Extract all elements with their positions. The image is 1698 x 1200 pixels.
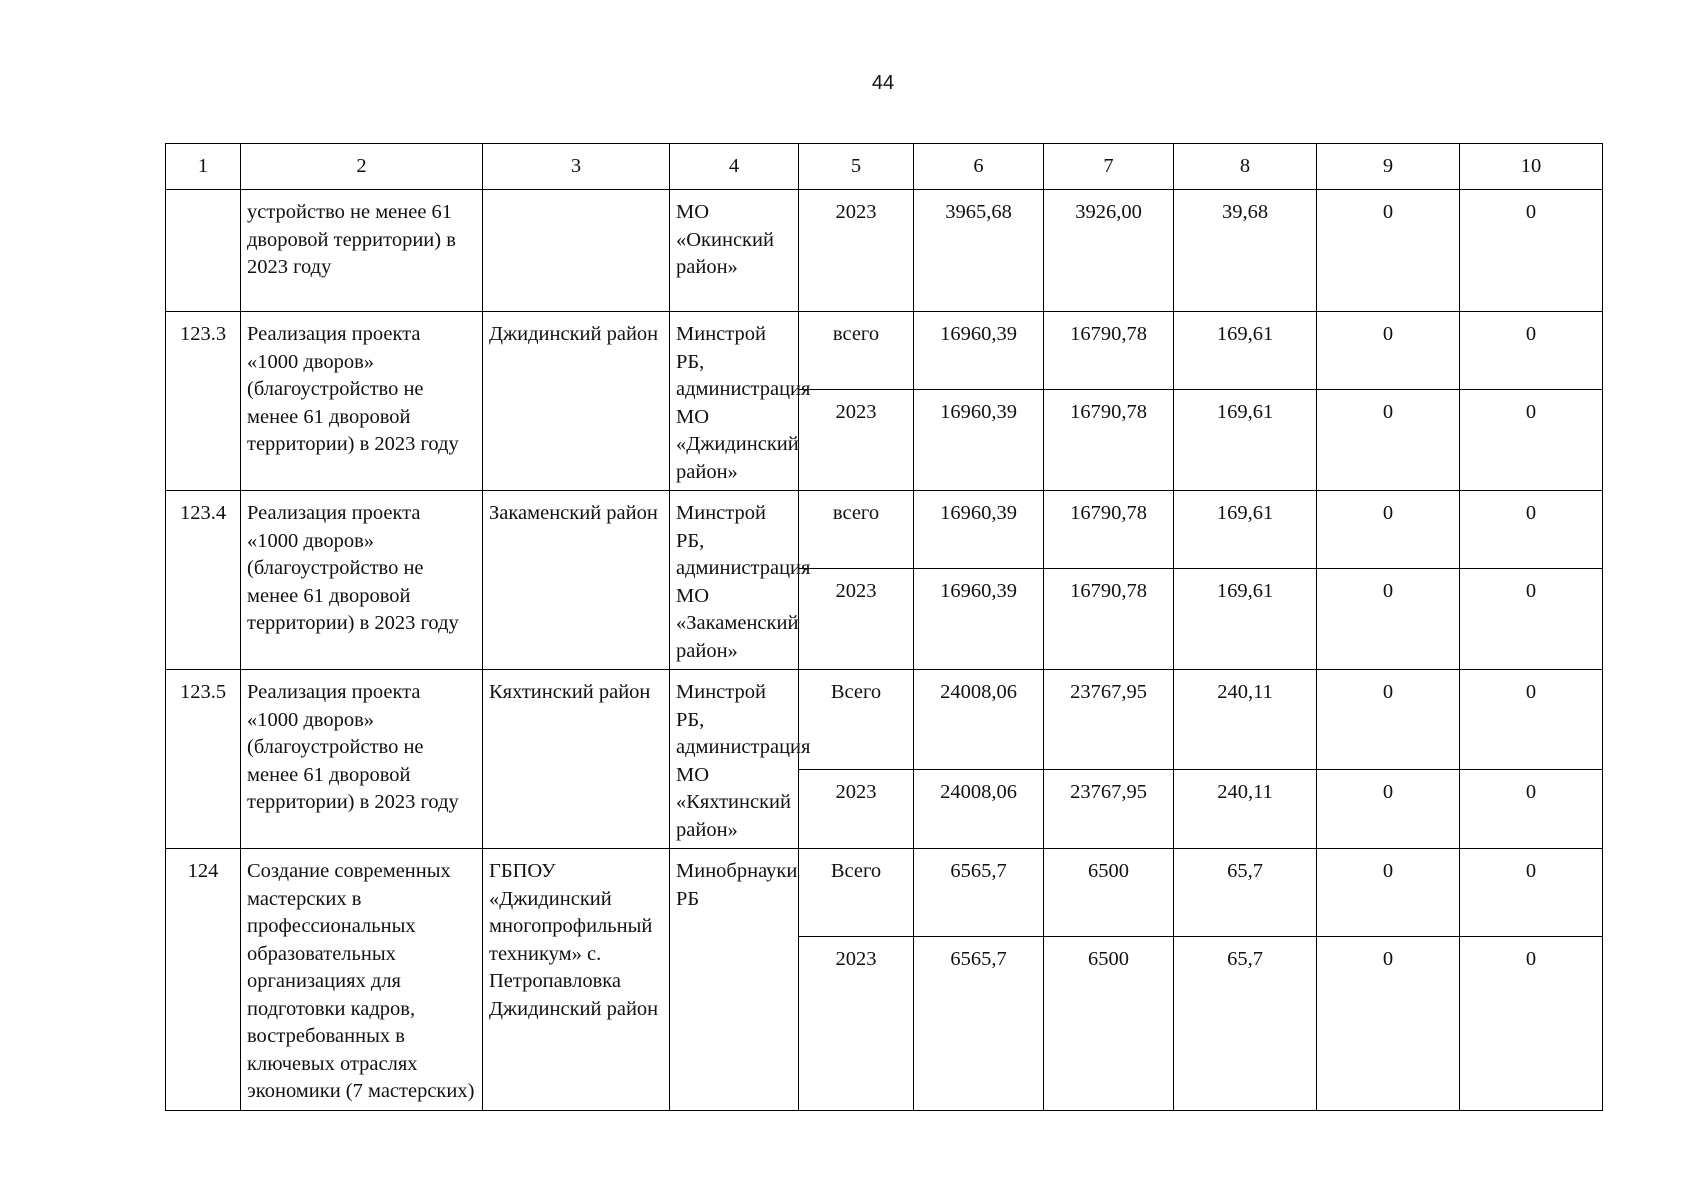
cell-value: 3926,00 <box>1044 190 1174 312</box>
cell-value: 24008,06 <box>914 770 1044 849</box>
cell-value: 0 <box>1460 568 1603 669</box>
cell-value: 16790,78 <box>1044 568 1174 669</box>
column-header: 4 <box>670 144 799 190</box>
cell-value: 169,61 <box>1174 568 1317 669</box>
cell-value: 0 <box>1317 312 1460 390</box>
cell-responsible: МО «Окинский район» <box>670 190 799 312</box>
cell-value: 240,11 <box>1174 670 1317 770</box>
cell-location: Джидинский район <box>483 312 670 491</box>
cell-name: Создание современных мастерских в профессиональных образовательных организациях для подготовки кадров, востребованных в ключевых отраслях экономики (7 мастерских) <box>241 849 483 1111</box>
cell-name: Реализация проекта «1000 дворов» (благоустройство не менее 61 дворовой территории) в 2023 году <box>241 670 483 849</box>
cell-location <box>483 190 670 312</box>
cell-number <box>166 190 241 312</box>
cell-value: 0 <box>1460 849 1603 937</box>
cell-value: 169,61 <box>1174 491 1317 569</box>
table-row <box>166 312 1603 390</box>
cell-value: 0 <box>1317 491 1460 569</box>
cell-period: 2023 <box>799 389 914 490</box>
cell-number: 123.5 <box>166 670 241 849</box>
cell-value: 0 <box>1460 312 1603 390</box>
cell-value: 0 <box>1317 936 1460 1110</box>
cell-value: 0 <box>1317 849 1460 937</box>
cell-value: 16960,39 <box>914 491 1044 569</box>
cell-value: 0 <box>1317 190 1460 312</box>
column-header: 9 <box>1317 144 1460 190</box>
cell-value: 16960,39 <box>914 389 1044 490</box>
cell-name: устройство не менее 61 дворовой территории) в 2023 году <box>241 190 483 312</box>
cell-value: 16960,39 <box>914 568 1044 669</box>
column-header: 8 <box>1174 144 1317 190</box>
cell-responsible: Минобрнауки РБ <box>670 849 799 1111</box>
cell-number: 123.4 <box>166 491 241 670</box>
table-row <box>166 670 1603 770</box>
cell-value: 16790,78 <box>1044 491 1174 569</box>
cell-period: всего <box>799 491 914 569</box>
cell-value: 24008,06 <box>914 670 1044 770</box>
table-row <box>166 190 1603 312</box>
cell-value: 16790,78 <box>1044 389 1174 490</box>
page-number: 44 <box>871 72 895 94</box>
cell-number: 123.3 <box>166 312 241 491</box>
cell-value: 169,61 <box>1174 312 1317 390</box>
header-row <box>166 144 1603 190</box>
cell-value: 23767,95 <box>1044 770 1174 849</box>
cell-period: 2023 <box>799 770 914 849</box>
table-row <box>166 849 1603 937</box>
cell-location: Кяхтинский район <box>483 670 670 849</box>
cell-value: 16790,78 <box>1044 312 1174 390</box>
cell-value: 6565,7 <box>914 936 1044 1110</box>
cell-number: 124 <box>166 849 241 1111</box>
cell-value: 0 <box>1317 770 1460 849</box>
cell-location: ГБПОУ «Джидинский многопрофильный техникум» с. Петропавловка Джидинский район <box>483 849 670 1111</box>
column-header: 1 <box>166 144 241 190</box>
cell-value: 65,7 <box>1174 936 1317 1110</box>
cell-period: всего <box>799 312 914 390</box>
column-header: 2 <box>241 144 483 190</box>
cell-period: Всего <box>799 849 914 937</box>
column-header: 3 <box>483 144 670 190</box>
cell-value: 240,11 <box>1174 770 1317 849</box>
cell-value: 0 <box>1460 770 1603 849</box>
cell-value: 6500 <box>1044 936 1174 1110</box>
cell-value: 23767,95 <box>1044 670 1174 770</box>
column-header: 6 <box>914 144 1044 190</box>
cell-value: 16960,39 <box>914 312 1044 390</box>
cell-value: 0 <box>1460 190 1603 312</box>
cell-value: 6565,7 <box>914 849 1044 937</box>
table-row <box>166 491 1603 569</box>
cell-period: 2023 <box>799 190 914 312</box>
cell-value: 0 <box>1317 568 1460 669</box>
cell-name: Реализация проекта «1000 дворов» (благоустройство не менее 61 дворовой территории) в 2023 году <box>241 491 483 670</box>
cell-value: 0 <box>1460 936 1603 1110</box>
cell-period: 2023 <box>799 568 914 669</box>
budget-table <box>165 143 1603 1111</box>
cell-value: 0 <box>1317 670 1460 770</box>
cell-name: Реализация проекта «1000 дворов» (благоустройство не менее 61 дворовой территории) в 2023 году <box>241 312 483 491</box>
cell-value: 39,68 <box>1174 190 1317 312</box>
cell-value: 0 <box>1317 389 1460 490</box>
cell-responsible: Минстрой РБ, администрация МО «Кяхтинский район» <box>670 670 799 849</box>
cell-responsible: Минстрой РБ, администрация МО «Джидинский район» <box>670 312 799 491</box>
cell-responsible: Минстрой РБ, администрация МО «Закаменский район» <box>670 491 799 670</box>
cell-location: Закаменский район <box>483 491 670 670</box>
column-header: 5 <box>799 144 914 190</box>
cell-period: Всего <box>799 670 914 770</box>
cell-value: 6500 <box>1044 849 1174 937</box>
cell-value: 169,61 <box>1174 389 1317 490</box>
column-header: 10 <box>1460 144 1603 190</box>
cell-value: 0 <box>1460 670 1603 770</box>
column-header: 7 <box>1044 144 1174 190</box>
cell-value: 65,7 <box>1174 849 1317 937</box>
cell-value: 0 <box>1460 389 1603 490</box>
cell-value: 0 <box>1460 491 1603 569</box>
cell-value: 3965,68 <box>914 190 1044 312</box>
cell-period: 2023 <box>799 936 914 1110</box>
